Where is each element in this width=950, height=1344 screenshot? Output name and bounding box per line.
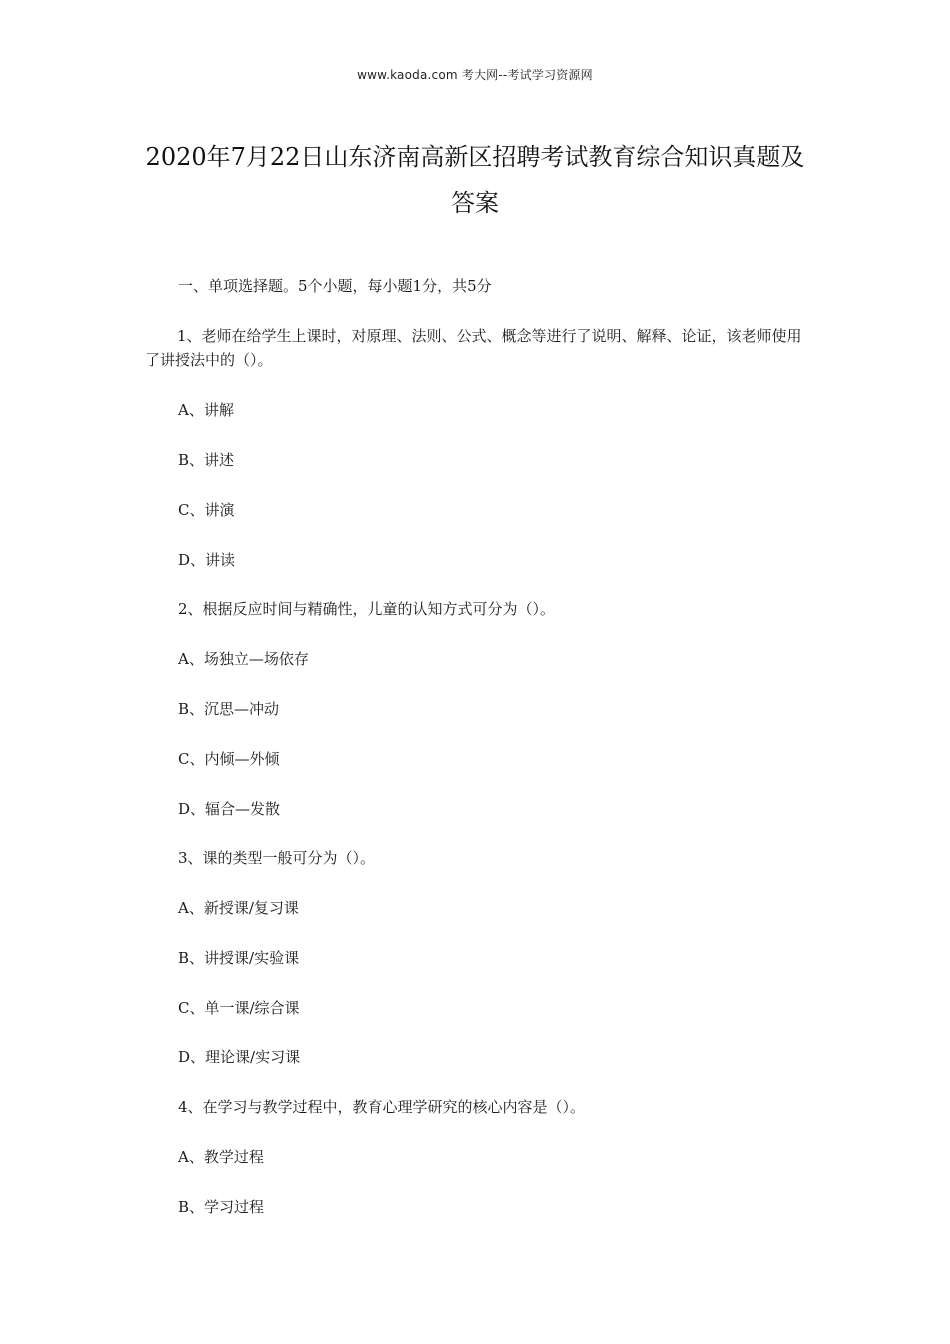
question-4-option-a: A、教学过程 (178, 1148, 264, 1166)
question-1-option-a: A、讲解 (178, 401, 234, 419)
question-1-option-d: D、讲读 (178, 551, 236, 569)
question-3-stem: 3、课的类型一般可分为（）。 (178, 849, 376, 867)
question-1-option-b: B、讲述 (178, 451, 235, 469)
document-title: 2020年7月22日山东济南高新区招聘考试教育综合知识真题及答案 (145, 143, 805, 217)
question-2-option-a: A、场独立—场依存 (178, 650, 309, 668)
section-heading: 一、单项选择题。5个小题，每小题1分，共5分 (178, 277, 492, 295)
question-3-option-d: D、理论课/实习课 (178, 1048, 301, 1066)
question-2-option-d: D、辐合—发散 (178, 800, 281, 818)
question-1-option-c: C、讲演 (178, 501, 235, 519)
question-3-option-b: B、讲授课/实验课 (178, 949, 300, 967)
question-4-option-b: B、学习过程 (178, 1198, 265, 1216)
question-2-option-b: B、沉思—冲动 (178, 700, 280, 718)
question-4-stem: 4、在学习与教学过程中，教育心理学研究的核心内容是（）。 (178, 1098, 586, 1116)
question-3-option-c: C、单一课/综合课 (178, 999, 300, 1017)
question-3-option-a: A、新授课/复习课 (178, 899, 299, 917)
question-2-option-c: C、内倾—外倾 (178, 750, 280, 768)
question-2-stem: 2、根据反应时间与精确性，儿童的认知方式可分为（）。 (178, 600, 556, 618)
question-1-stem: 1、老师在给学生上课时，对原理、法则、公式、概念等进行了说明、解释、论证，该老师使用了讲授法中的（）。 (145, 327, 802, 369)
page-header: www.kaoda.com 考大网--考试学习资源网 (357, 68, 593, 82)
